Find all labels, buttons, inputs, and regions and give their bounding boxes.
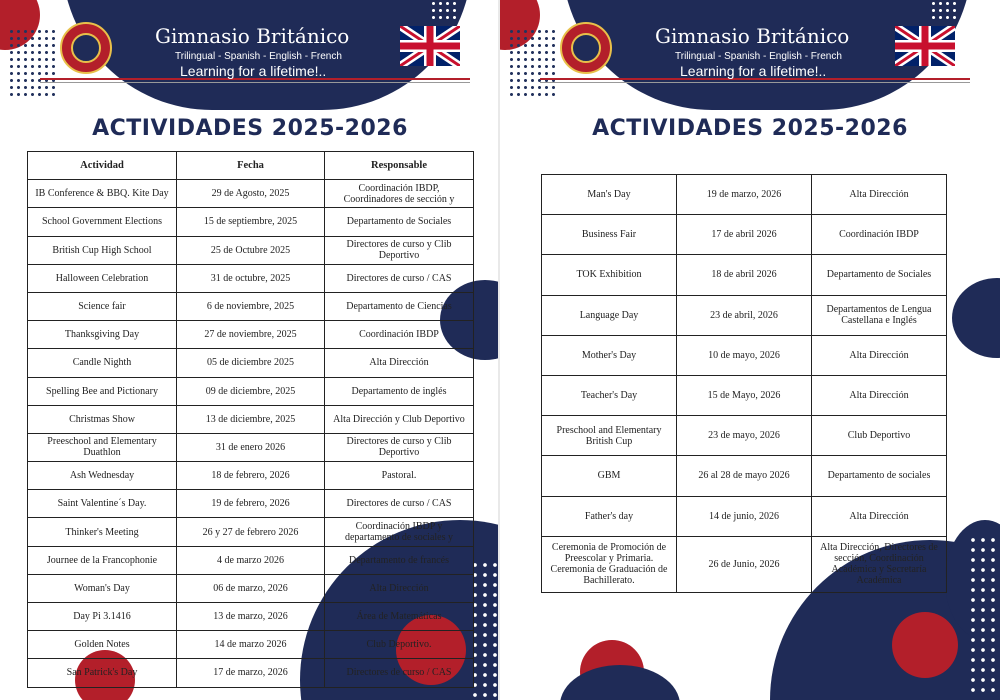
activity-cell: San Patrick's Day bbox=[28, 659, 177, 687]
responsible-cell: Área de Matemáticas bbox=[325, 603, 474, 631]
school-motto: Learning for a lifetime!.. bbox=[680, 63, 827, 79]
responsible-cell: Departamento de Sociales bbox=[812, 255, 947, 295]
table-row bbox=[542, 175, 947, 215]
activity-cell: Christmas Show bbox=[28, 405, 177, 433]
table-row bbox=[28, 433, 474, 461]
date-cell: 25 de Octubre 2025 bbox=[177, 236, 325, 264]
date-cell: 18 de febrero, 2026 bbox=[177, 462, 325, 490]
responsible-cell: Alta Dirección bbox=[812, 496, 947, 536]
date-cell: 31 de octubre, 2025 bbox=[177, 264, 325, 292]
date-cell: 15 de Mayo, 2026 bbox=[677, 375, 812, 415]
decor-circle-red bbox=[892, 612, 958, 678]
table-row bbox=[28, 490, 474, 518]
responsible-cell: Departamento de Sociales bbox=[325, 208, 474, 236]
table-row bbox=[28, 631, 474, 659]
activities-table bbox=[27, 151, 474, 688]
header-rule bbox=[40, 82, 470, 83]
responsible-cell: Club Deportivo bbox=[812, 416, 947, 456]
date-cell: 17 de marzo, 2026 bbox=[177, 659, 325, 687]
responsible-cell: Coordinación IBDP, Coordinadores de sección y bbox=[325, 180, 474, 208]
activity-cell: British Cup High School bbox=[28, 236, 177, 264]
responsible-cell: Directores de curso / CAS bbox=[325, 659, 474, 687]
responsible-cell: Departamento de inglés bbox=[325, 377, 474, 405]
table-row bbox=[542, 255, 947, 295]
responsible-cell: Alta Dirección bbox=[812, 175, 947, 215]
activity-cell: Ash Wednesday bbox=[28, 462, 177, 490]
table-row bbox=[28, 518, 474, 546]
activity-cell: Science fair bbox=[28, 292, 177, 320]
activity-cell: Ceremonia de Promoción de Preescolar y Primaria. Ceremonia de Graduación de Bachillerato. bbox=[542, 536, 677, 592]
table-row bbox=[28, 180, 474, 208]
activity-cell: Woman's Day bbox=[28, 574, 177, 602]
decor-dots bbox=[8, 28, 56, 100]
responsible-cell: Alta Dirección bbox=[325, 574, 474, 602]
table-row bbox=[542, 496, 947, 536]
responsible-cell: Directores de curso y Clib Deportivo bbox=[325, 236, 474, 264]
decor-dots bbox=[968, 535, 1000, 695]
school-motto: Learning for a lifetime!.. bbox=[180, 63, 327, 79]
activities-table bbox=[541, 174, 947, 593]
school-languages: Trilingual - Spanish - English - French bbox=[675, 51, 842, 62]
table-row bbox=[542, 536, 947, 592]
date-cell: 26 al 28 de mayo 2026 bbox=[677, 456, 812, 496]
table-row bbox=[542, 295, 947, 335]
date-cell: 31 de enero 2026 bbox=[177, 433, 325, 461]
school-seal-logo bbox=[60, 22, 112, 74]
activity-cell: Preschool and Elementary British Cup bbox=[542, 416, 677, 456]
activity-cell: Man's Day bbox=[542, 175, 677, 215]
responsible-cell: Alta Dirección bbox=[812, 375, 947, 415]
table-row bbox=[28, 462, 474, 490]
date-cell: 13 de diciembre, 2025 bbox=[177, 405, 325, 433]
date-cell: 23 de mayo, 2026 bbox=[677, 416, 812, 456]
date-cell: 10 de mayo, 2026 bbox=[677, 335, 812, 375]
date-cell: 15 de septiembre, 2025 bbox=[177, 208, 325, 236]
table-row bbox=[28, 659, 474, 687]
table-row bbox=[28, 377, 474, 405]
document-title: ACTIVIDADES 2025-2026 bbox=[92, 116, 408, 141]
table-row bbox=[28, 208, 474, 236]
table-row bbox=[28, 574, 474, 602]
date-cell: 13 de marzo, 2026 bbox=[177, 603, 325, 631]
date-cell: 29 de Agosto, 2025 bbox=[177, 180, 325, 208]
date-cell: 27 de noviembre, 2025 bbox=[177, 321, 325, 349]
column-header: Actividad bbox=[28, 152, 177, 180]
uk-flag-icon bbox=[400, 26, 460, 66]
responsible-cell: Departamento de francés bbox=[325, 546, 474, 574]
date-cell: 6 de noviembre, 2025 bbox=[177, 292, 325, 320]
responsible-cell: Alta Dirección, Directores de sección, Coordinación Académica y Secretaría Académica bbox=[812, 536, 947, 592]
uk-flag-icon bbox=[895, 26, 955, 66]
activity-cell: Candle Nighth bbox=[28, 349, 177, 377]
responsible-cell: Alta Dirección y Club Deportivo bbox=[325, 405, 474, 433]
activity-cell: Saint Valentine´s Day. bbox=[28, 490, 177, 518]
date-cell: 17 de abril 2026 bbox=[677, 215, 812, 255]
table-row bbox=[28, 349, 474, 377]
date-cell: 4 de marzo 2026 bbox=[177, 546, 325, 574]
document-title: ACTIVIDADES 2025-2026 bbox=[592, 116, 908, 141]
responsible-cell: Departamentos de Lengua Castellana e Inglés bbox=[812, 295, 947, 335]
activity-cell: Thinker's Meeting bbox=[28, 518, 177, 546]
decor-dots bbox=[508, 28, 556, 100]
responsible-cell: Club Deportivo. bbox=[325, 631, 474, 659]
table-row bbox=[28, 264, 474, 292]
activity-cell: Father's day bbox=[542, 496, 677, 536]
table-row bbox=[542, 416, 947, 456]
decor-circle-navy bbox=[952, 278, 1000, 358]
responsible-cell: Coordinación IBDP bbox=[325, 321, 474, 349]
activity-cell: Business Fair bbox=[542, 215, 677, 255]
activity-cell: Spelling Bee and Pictionary bbox=[28, 377, 177, 405]
decor-dots bbox=[930, 0, 960, 20]
date-cell: 19 de febrero, 2026 bbox=[177, 490, 325, 518]
activity-cell: IB Conference & BBQ. Kite Day bbox=[28, 180, 177, 208]
date-cell: 18 de abril 2026 bbox=[677, 255, 812, 295]
table-header-row bbox=[28, 152, 474, 180]
activity-cell: Teacher's Day bbox=[542, 375, 677, 415]
table-row bbox=[28, 321, 474, 349]
activity-cell: Journee de la Francophonie bbox=[28, 546, 177, 574]
school-name: Gimnasio Británico bbox=[655, 24, 850, 48]
table-row bbox=[28, 405, 474, 433]
table-row bbox=[542, 335, 947, 375]
responsible-cell: Coordinación IBDP bbox=[812, 215, 947, 255]
date-cell: 09 de diciembre, 2025 bbox=[177, 377, 325, 405]
decor-circle-navy bbox=[560, 665, 680, 700]
activity-cell: GBM bbox=[542, 456, 677, 496]
header-rule bbox=[540, 82, 970, 83]
table-row bbox=[28, 292, 474, 320]
date-cell: 19 de marzo, 2026 bbox=[677, 175, 812, 215]
responsible-cell: Pastoral. bbox=[325, 462, 474, 490]
activity-cell: Thanksgiving Day bbox=[28, 321, 177, 349]
table-row bbox=[542, 215, 947, 255]
responsible-cell: Directores de curso y Clib Deportivo bbox=[325, 433, 474, 461]
date-cell: 14 de marzo 2026 bbox=[177, 631, 325, 659]
decor-dots bbox=[430, 0, 460, 20]
school-seal-logo bbox=[560, 22, 612, 74]
table-row bbox=[28, 546, 474, 574]
date-cell: 05 de diciembre 2025 bbox=[177, 349, 325, 377]
responsible-cell: Alta Dirección bbox=[325, 349, 474, 377]
date-cell: 26 de Junio, 2026 bbox=[677, 536, 812, 592]
activity-cell: School Government Elections bbox=[28, 208, 177, 236]
responsible-cell: Departamento de Ciencias bbox=[325, 292, 474, 320]
school-languages: Trilingual - Spanish - English - French bbox=[175, 51, 342, 62]
responsible-cell: Directores de curso / CAS bbox=[325, 264, 474, 292]
date-cell: 26 y 27 de febrero 2026 bbox=[177, 518, 325, 546]
activity-cell: Halloween Celebration bbox=[28, 264, 177, 292]
responsible-cell: Directores de curso / CAS bbox=[325, 490, 474, 518]
activity-cell: Golden Notes bbox=[28, 631, 177, 659]
activity-cell: Language Day bbox=[542, 295, 677, 335]
decor-dots bbox=[470, 560, 500, 700]
table-row bbox=[542, 375, 947, 415]
responsible-cell: Coordinación IBDP y departamento de sociales y bbox=[325, 518, 474, 546]
column-header: Responsable bbox=[325, 152, 474, 180]
date-cell: 14 de junio, 2026 bbox=[677, 496, 812, 536]
activity-cell: TOK Exhibition bbox=[542, 255, 677, 295]
table-row bbox=[542, 456, 947, 496]
date-cell: 06 de marzo, 2026 bbox=[177, 574, 325, 602]
date-cell: 23 de abril, 2026 bbox=[677, 295, 812, 335]
activity-cell: Day Pi 3.1416 bbox=[28, 603, 177, 631]
school-name: Gimnasio Británico bbox=[155, 24, 350, 48]
activity-cell: Mother's Day bbox=[542, 335, 677, 375]
table-row bbox=[28, 236, 474, 264]
responsible-cell: Alta Dirección bbox=[812, 335, 947, 375]
activity-cell: Preeschool and Elementary Duathlon bbox=[28, 433, 177, 461]
column-header: Fecha bbox=[177, 152, 325, 180]
page-right bbox=[500, 0, 1000, 700]
responsible-cell: Departamento de sociales bbox=[812, 456, 947, 496]
table-row bbox=[28, 603, 474, 631]
